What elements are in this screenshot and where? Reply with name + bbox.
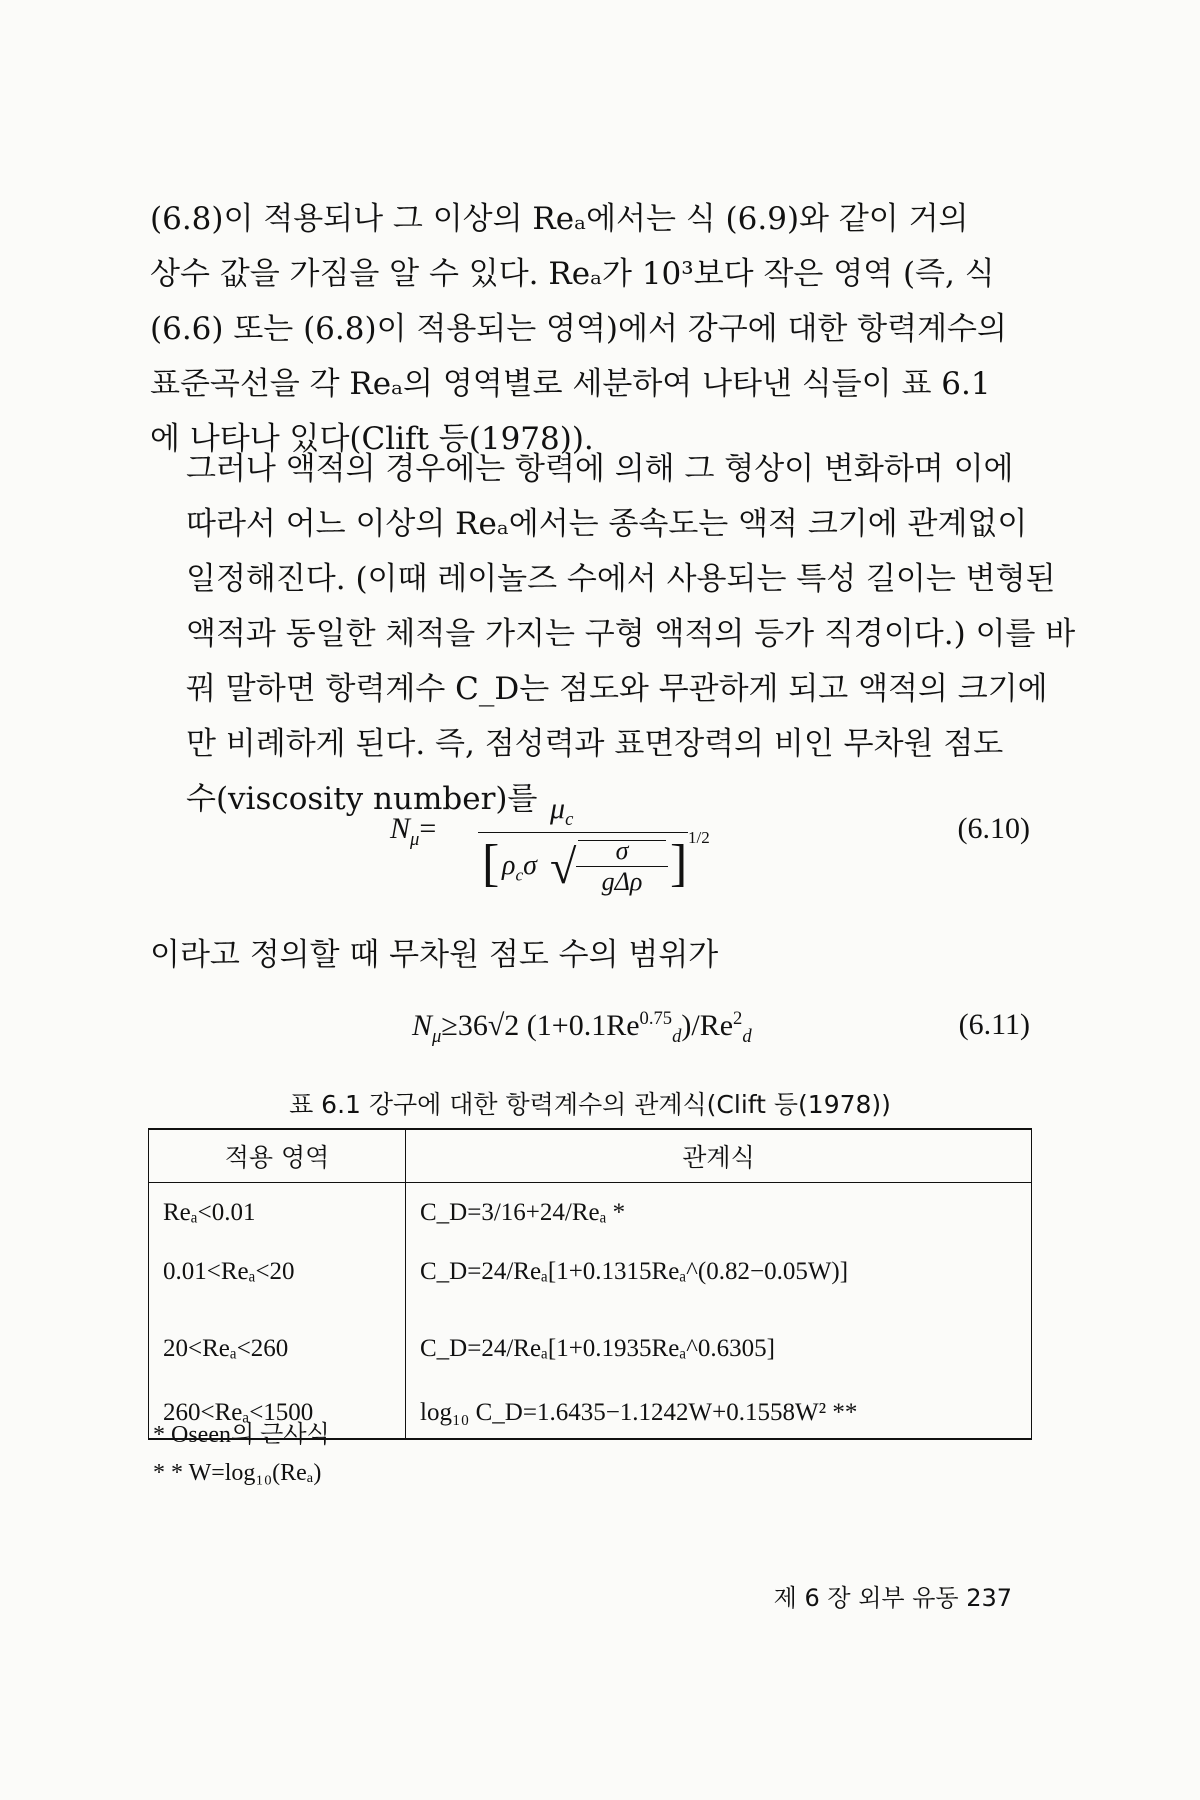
left-bracket: [ — [482, 835, 500, 892]
inner-fraction: σ gΔρ — [576, 836, 668, 897]
right-bracket: ] — [670, 835, 688, 892]
relation-cell: C_D=24/Reₐ[1+0.1315Reₐ^(0.82−0.05W)] — [406, 1235, 1032, 1309]
text-line: 수(viscosity number)를 — [186, 781, 538, 817]
text-line: 에 나타나 있다(Clift 등(1978)). — [150, 421, 594, 457]
range-cell: 20<Reₐ<260 — [149, 1309, 406, 1389]
range-cell: 260<Reₐ<1500 — [149, 1389, 406, 1439]
text-line: 상수 값을 가짐을 알 수 있다. Reₐ가 10³보다 작은 영역 (즉, 식 — [150, 256, 995, 292]
table-caption: 표 6.1 강구에 대한 항력계수의 관계식(Clift 등(1978)) — [289, 1090, 891, 1119]
paragraph-3 — [150, 928, 1030, 983]
equation-number: (6.11) — [958, 1008, 1030, 1041]
fraction-bar — [478, 832, 688, 833]
column-header: 관계식 — [406, 1129, 1032, 1183]
text-line: 표준곡선을 각 Reₐ의 영역별로 세분하여 나타낸 식들이 표 6.1 — [150, 366, 991, 402]
eq-lhs: $N_\mu=$ — [390, 812, 437, 850]
relation-cell: C_D=24/Reₐ[1+0.1935Reₐ^0.6305] — [406, 1309, 1032, 1389]
text-line: 따라서 어느 이상의 Reₐ에서는 종속도는 액적 크기에 관계없이 — [186, 506, 1028, 542]
footnote: * Oseen의 근사식 — [153, 1422, 330, 1448]
table-notes — [153, 1416, 330, 1492]
table-row — [149, 1309, 1032, 1389]
text-line: 일정해진다. (이때 레이놀즈 수에서 사용되는 특성 길이는 변형된 — [186, 561, 1056, 597]
text-line: 꿔 말하면 항력계수 C_D는 점도와 무관하게 되고 액적의 크기에 — [186, 671, 1048, 707]
paragraph-2 — [150, 442, 1076, 827]
paragraph-1 — [150, 192, 1030, 467]
text-line: (6.8)이 적용되나 그 이상의 Reₐ에서는 식 (6.9)와 같이 거의 — [150, 201, 969, 237]
table-row — [149, 1235, 1032, 1309]
range-cell: 0.01<Reₐ<20 — [149, 1235, 406, 1309]
footnote: * * W=log₁₀(Reₐ) — [153, 1460, 322, 1486]
relation-cell: C_D=3/16+24/Reₐ * — [406, 1183, 1032, 1235]
relation-cell: log₁₀ C_D=1.6435−1.1242W+0.1558W² ** — [406, 1389, 1032, 1439]
text-line: (6.6) 또는 (6.8)이 적용되는 영역)에서 강구에 대한 항력계수의 — [150, 311, 1007, 347]
column-header: 적용 영역 — [149, 1129, 406, 1183]
eq-denominator: $\rho_c\sigma$ — [502, 850, 537, 885]
text-line: 이라고 정의할 때 무차원 점도 수의 범위가 — [150, 937, 719, 973]
text-line: 만 비례하게 된다. 즉, 점성력과 표면장력의 비인 무차원 점도 — [186, 726, 1004, 762]
power-half: 1/2 — [688, 828, 710, 847]
table-row — [149, 1183, 1032, 1235]
text-line: 액적과 동일한 체적을 가지는 구형 액적의 등가 직경이다.) 이를 바 — [186, 616, 1076, 652]
equation-6-11 — [150, 1008, 1030, 1058]
sqrt-sign: √ — [550, 841, 577, 894]
table-header-row — [149, 1129, 1032, 1183]
eq-numerator: $\mu_c$ — [550, 792, 574, 830]
range-cell: Reₐ<0.01 — [149, 1183, 406, 1235]
drag-coefficient-table — [148, 1128, 1032, 1440]
eq-6-11-body: $N_\mu\ge 36√2$ $(1+0.1Re^{0.75}_d)/Re^2_d$ — [412, 1008, 752, 1047]
page-footer: 제 6 장 외부 유동 237 — [773, 1584, 1012, 1612]
text-line: 그러나 액적의 경우에는 항력에 의해 그 형상이 변화하며 이에 — [186, 451, 1014, 487]
equation-number: (6.10) — [957, 812, 1030, 845]
